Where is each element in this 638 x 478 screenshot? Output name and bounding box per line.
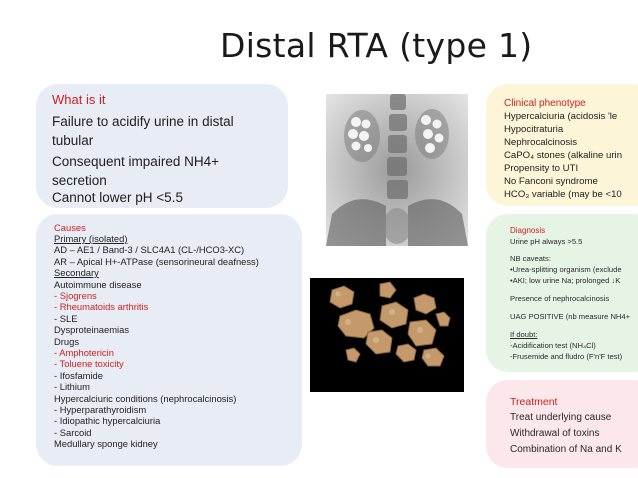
causes-line: Dysproteinaemias — [54, 324, 130, 336]
causes-line: Secondary — [54, 267, 99, 279]
causes-line: - Toluene toxicity — [54, 358, 124, 370]
what-line: secretion — [52, 173, 107, 188]
clinical-line: CaPO₄ stones (alkaline urin — [504, 150, 623, 161]
what-heading: What is it — [52, 92, 106, 107]
clinical-phenotype-panel — [486, 84, 638, 206]
treatment-line: Treat underlying cause — [510, 412, 612, 423]
causes-panel — [36, 214, 302, 466]
causes-line: Hypercalciuric conditions (nephrocalcinosis) — [54, 392, 237, 404]
diagnosis-line: -Frusemide and fludro (F'n'F test) — [510, 352, 623, 361]
causes-line: - Ifosfamide — [54, 369, 103, 381]
diagnosis-line: Urine pH always >5.5 — [510, 237, 583, 246]
clinical-heading: Clinical phenotype — [504, 98, 586, 109]
causes-line: - Sarcoid — [54, 426, 92, 438]
diagnosis-line: -Acidification test (NH₄Cl) — [510, 341, 596, 350]
causes-line: - Amphotericin — [54, 347, 114, 358]
causes-line: - Lithium — [54, 381, 90, 393]
clinical-line: No Fanconi syndrome — [504, 176, 598, 187]
causes-line: - Rheumatoids arthritis — [54, 301, 149, 313]
causes-line: AR – Apical H+-ATPase (sensorineural deafness) — [54, 255, 259, 267]
clinical-line: Hypercalciuria (acidosis 'le — [504, 111, 618, 122]
causes-line: AD – AE1 / Band-3 / SLC4A1 (CL-/HCO3-XC) — [54, 244, 245, 256]
causes-line: - Idiopathic hypercalciuria — [54, 415, 161, 427]
diagnosis-line: If doubt: — [510, 330, 538, 339]
what-line: Consequent impaired NH4+ — [52, 154, 219, 169]
clinical-line: HCO₃ variable (may be <10 — [504, 189, 622, 200]
clinical-line: Hypocitraturia — [504, 124, 564, 135]
causes-line: - SLE — [54, 312, 78, 324]
causes-line: Primary (isolated) — [54, 233, 128, 244]
treatment-line: Withdrawal of toxins — [510, 428, 600, 439]
causes-line: - Hyperparathyroidism — [54, 404, 147, 415]
treatment-line: Combination of Na and K — [510, 444, 622, 455]
page-title: Distal RTA (type 1) — [220, 26, 533, 65]
clinical-line: Propensity to UTI — [504, 163, 579, 174]
kidney-stones-image — [310, 278, 464, 392]
what-is-it-panel — [36, 84, 288, 208]
causes-heading: Causes — [54, 222, 86, 233]
what-line: Cannot lower pH <5.5 — [52, 190, 183, 205]
diagnosis-line: Presence of nephrocalcinosis — [510, 294, 610, 303]
what-line: tubular — [52, 133, 94, 148]
abdominal-xray-image — [326, 94, 468, 246]
causes-line: Autoimmune disease — [54, 278, 142, 290]
diagnosis-heading: Diagnosis — [510, 226, 546, 235]
causes-line: Drugs — [54, 335, 80, 347]
treatment-panel — [486, 380, 638, 468]
what-line: Failure to acidify urine in distal — [52, 114, 234, 129]
diagnosis-line: •AKI; low urine Na; prolonged ↓K — [510, 276, 621, 285]
causes-line: - Sjogrens — [54, 290, 97, 301]
diagnosis-line: NB caveats: — [510, 254, 551, 263]
diagnosis-line: •Urea-splitting organism (exclude — [510, 265, 622, 274]
treatment-heading: Treatment — [510, 396, 558, 408]
causes-line: Medullary sponge kidney — [54, 438, 158, 450]
diagnosis-line: UAG POSITIVE (nb measure NH4+ — [510, 312, 631, 321]
diagnosis-panel — [486, 214, 638, 372]
clinical-line: Nephrocalcinosis — [504, 137, 578, 148]
